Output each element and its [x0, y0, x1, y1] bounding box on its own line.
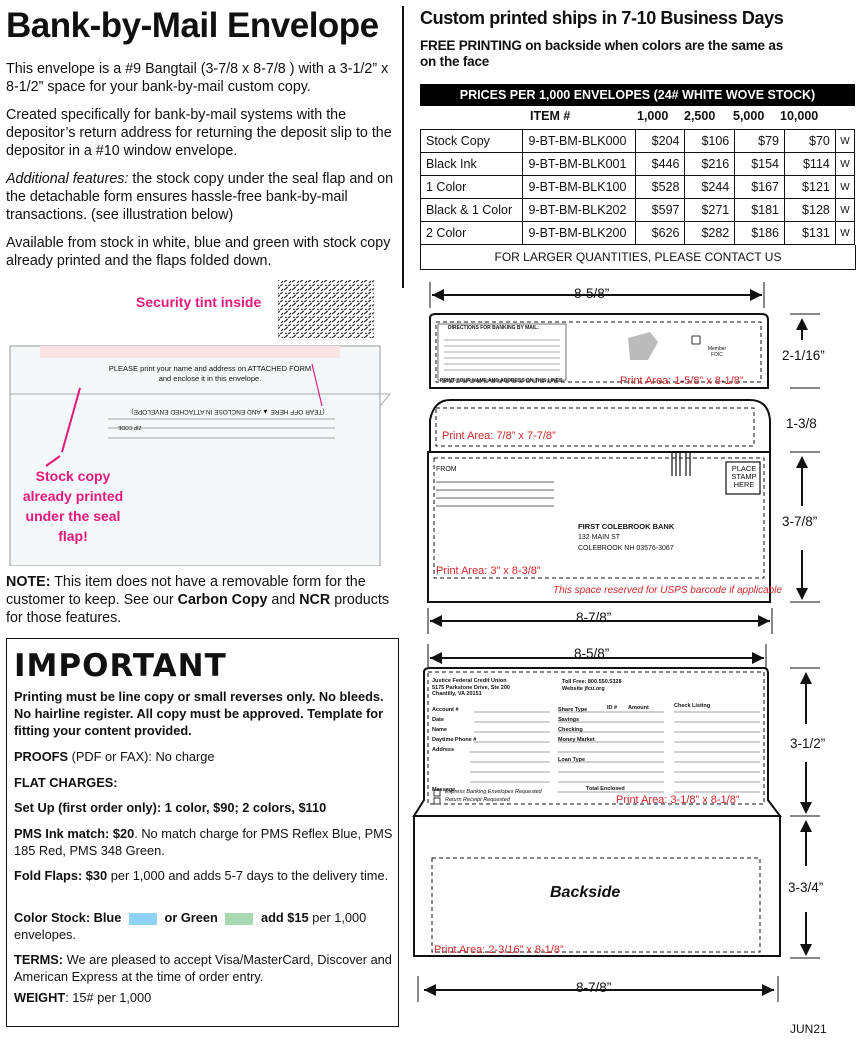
weight-line — [14, 989, 394, 1006]
printing-rules: Printing must be line copy or small reverses only. No bleeds. No hairline register. All copy must be approved. Template for fitting your content provided. — [14, 689, 384, 738]
note-text-2: products for those features. — [6, 592, 390, 626]
color-stock-blue-label: Color Stock: Blue — [14, 910, 122, 925]
price-row — [421, 199, 855, 222]
security-tint-swatch — [278, 280, 374, 338]
proofs-text: (PDF or FAX): No charge — [68, 749, 215, 764]
back-dim-body: 3-3/4” — [788, 880, 824, 895]
price-table-title: PRICES PER 1,000 ENVELOPES (24# WHITE WOVE STOCK) — [420, 84, 855, 106]
terms-label: TERMS: — [14, 952, 64, 967]
front-width-bottom: 8-7/8” — [576, 610, 612, 625]
form-money-market: Money Market — [558, 737, 595, 743]
color-stock-line — [14, 909, 394, 943]
front-dim-body: 3-7/8” — [782, 514, 818, 529]
print-name-text: PRINT YOUR NAME AND ADDRESS ON THIS LINES. — [440, 378, 564, 384]
price-row — [421, 130, 855, 153]
ships-header: Custom printed ships in 7-10 Business Days — [420, 8, 784, 28]
front-envelope-diagram — [410, 280, 865, 635]
form-date: Date — [432, 717, 444, 723]
cu-website: Website jfcu.org — [562, 686, 605, 692]
available-paragraph: Available from stock in white, blue and green with stock copy already printed and the flaps folded down. — [6, 235, 391, 269]
col-1000: 1,000 — [637, 109, 669, 123]
front-dim-seal: 1-3/8 — [786, 416, 817, 431]
form-id-label: ID # — [607, 705, 618, 711]
date-code: JUN21 — [790, 1022, 827, 1036]
row-item: 9-BT-BM-BLK202 — [523, 199, 635, 222]
row-price-1000: $626 — [635, 222, 685, 245]
cu-toll-free: Toll Free: 800.550.5328 — [562, 679, 622, 685]
col-item: ITEM # — [530, 109, 571, 123]
form-checking: Checking — [558, 727, 583, 733]
member-fdic-text: Member FDIC — [707, 346, 727, 358]
row-stock-code: W — [835, 199, 854, 222]
row-name: Stock Copy — [421, 130, 523, 153]
price-table-footer: FOR LARGER QUANTITIES, PLEASE CONTACT US — [420, 245, 856, 270]
row-price-2500: $271 — [685, 199, 735, 222]
row-item: 9-BT-BM-BLK200 — [523, 222, 635, 245]
row-name: Black & 1 Color — [421, 199, 523, 222]
row-price-1000: $528 — [635, 176, 685, 199]
weight-text: : 15# per 1,000 — [65, 990, 152, 1005]
front-width-top: 8-5/8” — [574, 286, 610, 301]
row-stock-code: W — [835, 176, 854, 199]
fold-line — [14, 867, 394, 884]
note-paragraph — [6, 573, 396, 627]
setup-line: Set Up (first order only): 1 color, $90; 2 colors, $110 — [14, 800, 327, 815]
print-area-body: Print Area: 3” x 8-3/8” — [436, 565, 541, 577]
row-price-10000: $114 — [785, 153, 836, 176]
form-check-listing-label: Check Listing — [674, 703, 711, 709]
row-price-5000: $167 — [735, 176, 785, 199]
terms-text: We are pleased to accept Visa/MasterCard, Discover and American Express at the time of order entry. — [14, 952, 392, 984]
place-stamp-box: PLACE STAMP HERE — [731, 464, 757, 489]
row-price-10000: $131 — [785, 222, 836, 245]
form-amount-label: Amount — [628, 705, 649, 711]
illus-please-line1: PLEASE print your name and address on ATTACHED FORM — [108, 364, 312, 373]
stock-copy-label: Stock copy already printed under the seal flap! — [22, 468, 124, 544]
row-stock-code: W — [835, 130, 854, 153]
pms-label: PMS Ink match: $20 — [14, 826, 135, 841]
print-area-backside: Print Area: 2-3/16” x 8-1/8” — [434, 944, 564, 956]
back-dim-form: 3-1/2” — [790, 736, 826, 751]
price-table — [420, 129, 855, 245]
price-row — [421, 176, 855, 199]
features-text: the stock copy under the seal flap and on the detachable form ensures hassle-free bank-by-mail transactions. (see illustration below) — [6, 171, 394, 223]
form-address: Address — [432, 747, 455, 753]
col-10000: 10,000 — [780, 109, 819, 123]
illus-please-text — [70, 364, 350, 384]
pms-text: . No match charge for PMS Reflex Blue, PMS 185 Red, PMS 348 Green. — [14, 826, 393, 858]
col-2500: 2,500 — [684, 109, 716, 123]
row-price-10000: $121 — [785, 176, 836, 199]
col-5000: 5,000 — [733, 109, 765, 123]
note-text: This item does not have a removable form for the customer to keep. See our — [6, 574, 366, 608]
form-phone: Daytime Phone # — [432, 737, 477, 743]
features-label: Additional features: — [6, 171, 129, 187]
illus-zip-text: ZIP CODE — [118, 424, 142, 430]
row-price-2500: $106 — [685, 130, 735, 153]
row-price-2500: $244 — [685, 176, 735, 199]
bank-name: FIRST COLEBROOK BANK — [578, 522, 675, 531]
row-item: 9-BT-BM-BLK001 — [523, 153, 635, 176]
carbon-copy-link[interactable]: Carbon Copy — [177, 592, 268, 608]
price-row — [421, 153, 855, 176]
cu-addr2: Chantilly, VA 20151 — [432, 691, 482, 697]
row-price-10000: $70 — [785, 130, 836, 153]
cu-name: Justice Federal Credit Union — [432, 678, 507, 684]
column-divider — [402, 6, 404, 288]
form-option-2: Return Receipt Requested — [445, 797, 510, 803]
form-savings: Savings — [558, 717, 580, 723]
form-option-1: Express Banking Envelopes Requested — [445, 789, 542, 795]
color-stock-green-label: or Green — [164, 910, 218, 925]
color-stock-add-label: add $15 — [260, 910, 309, 925]
row-price-5000: $154 — [735, 153, 785, 176]
terms-line — [14, 951, 394, 985]
illus-please-line2: and enclose it in this envelope. — [158, 374, 262, 383]
created-paragraph: Created specifically for bank-by-mail systems with the depositor’s return address for returning the deposit slip to the depositor in a #10 window envelope. — [6, 107, 392, 159]
form-share-type: Share Type — [558, 707, 588, 713]
row-name: Black Ink — [421, 153, 523, 176]
fold-text: per 1,000 and adds 5-7 days to the delivery time. — [107, 868, 389, 883]
blue-swatch — [129, 913, 157, 925]
print-area-flap: Print Area: 1-5/8” x 8-1/8” — [620, 375, 744, 387]
flat-charges-heading: FLAT CHARGES: — [14, 775, 118, 790]
directions-title: DIRECTIONS FOR BANKING BY MAIL: — [448, 325, 540, 331]
form-total-enclosed: Total Enclosed — [586, 786, 625, 792]
row-price-1000: $597 — [635, 199, 685, 222]
cu-addr1: 5175 Parkstone Drive, Ste 200 — [432, 684, 510, 691]
fold-label: Fold Flaps: $30 — [14, 868, 108, 883]
back-width-top: 8-5/8” — [574, 646, 610, 661]
row-name: 2 Color — [421, 222, 523, 245]
cu-contact — [562, 679, 622, 693]
price-row — [421, 222, 855, 245]
row-price-5000: $181 — [735, 199, 785, 222]
form-account: Account # — [432, 707, 459, 713]
row-price-5000: $79 — [735, 130, 785, 153]
bank-address-2: COLEBROOK NH 03576-3067 — [578, 545, 674, 552]
row-price-1000: $204 — [635, 130, 685, 153]
row-item: 9-BT-BM-BLK100 — [523, 176, 635, 199]
proofs-line — [14, 748, 394, 765]
proofs-label: PROOFS — [14, 749, 69, 764]
weight-label: WEIGHT — [14, 990, 66, 1005]
form-name: Name — [432, 727, 447, 733]
bank-address-1: 132 MAIN ST — [578, 534, 621, 541]
back-width-bottom: 8-7/8” — [576, 980, 612, 995]
page-title: Bank-by-Mail Envelope — [6, 6, 379, 45]
features-paragraph — [6, 170, 396, 224]
free-printing-header: FREE PRINTING on backside when colors are the same as on the face — [420, 38, 784, 69]
row-item: 9-BT-BM-BLK000 — [523, 130, 635, 153]
form-loan-type: Loan Type — [558, 757, 586, 763]
row-price-1000: $446 — [635, 153, 685, 176]
ncr-link[interactable]: NCR — [299, 592, 331, 608]
security-tint-label: Security tint inside — [136, 294, 262, 310]
form-share-labels — [558, 705, 595, 765]
form-left-labels — [432, 705, 476, 795]
note-label: NOTE: — [6, 574, 51, 590]
row-stock-code: W — [835, 153, 854, 176]
row-stock-code: W — [835, 222, 854, 245]
print-area-form: Print Area: 3-1/8” x 8-1/8” — [616, 794, 740, 806]
row-price-5000: $186 — [735, 222, 785, 245]
important-title: IMPORTANT — [14, 648, 227, 684]
from-label: FROM — [436, 466, 457, 473]
row-price-2500: $216 — [685, 153, 735, 176]
form-message: Message — [432, 787, 456, 793]
front-dim-flap: 2-1/16” — [782, 348, 825, 363]
note-and: and — [267, 592, 300, 608]
row-name: 1 Color — [421, 176, 523, 199]
row-price-2500: $282 — [685, 222, 735, 245]
intro-paragraph: This envelope is a #9 Bangtail (3-7/8 x 8-7/8 ) with a 3-1/2” x 8-1/2” space for your bank-by-mail custom copy. — [6, 61, 389, 95]
color-stock-text: per 1,000 envelopes. — [14, 910, 367, 942]
green-swatch — [225, 913, 253, 925]
usps-note: This space reserved for USPS barcode if applicable — [553, 585, 783, 596]
cu-header — [432, 678, 510, 698]
illus-tear-text: (TEAR OFF HERE ▲ AND ENCLOSE IN ATTACHED ENVELOPE) — [131, 408, 325, 415]
row-price-10000: $128 — [785, 199, 836, 222]
backside-label: Backside — [550, 884, 621, 901]
print-area-seal: Print Area: 7/8” x 7-7/8” — [442, 430, 556, 442]
pms-line — [14, 825, 394, 859]
